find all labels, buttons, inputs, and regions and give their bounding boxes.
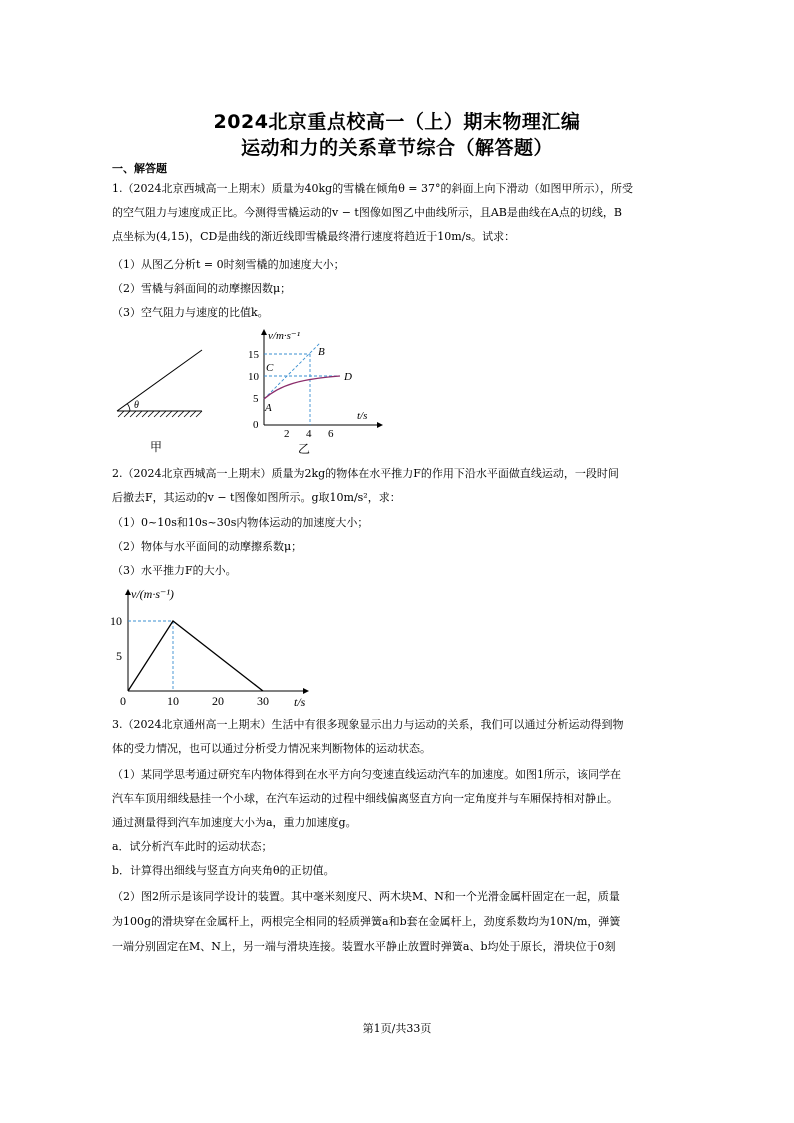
point-label-a: A: [265, 402, 272, 414]
figure-yi-caption: 乙: [298, 442, 311, 456]
x-tick-label: 6: [328, 428, 334, 440]
q3-line: 为100g的滑块穿在金属杆上，两根完全相同的轻质弹簧a和b套在金属杆上，劲度系数均为10N/m，弹簧: [112, 915, 621, 928]
q2-line: 2.（2024北京西城高一上期末）质量为2kg的物体在水平推力F的作用下沿水平面做直线运动，一段时间: [112, 467, 619, 480]
q1-sub2: （2）雪橇与斜面间的动摩擦因数μ；: [112, 282, 292, 295]
point-label-d: D: [344, 371, 352, 383]
q1-sub3: （3）空气阻力与速度的比值k。: [112, 306, 269, 319]
y-axis-label: v/(m·s⁻¹): [131, 587, 174, 601]
velocity-series-line: [128, 621, 263, 691]
figure-jia-incline: [112, 345, 222, 455]
q2-line: 后撤去F，其运动的v − t图像如图所示。g取10m/s²，求：: [112, 491, 401, 504]
q3-line: 一端分别固定在M、N上，另一端与滑块连接。装置水平静止放置时弹簧a、b均处于原长，滑块位于0刻: [112, 940, 616, 953]
x-tick-label: 2: [284, 428, 290, 440]
q1-line: 的空气阻力与速度成正比。今测得雪橇运动的v − t图像如图乙中曲线所示，且AB是曲线在A点的切线，B: [112, 206, 622, 219]
page-footer: 第1页/共33页: [362, 1022, 432, 1035]
q1-line: 点坐标为(4,15)，CD是曲线的渐近线即雪橇最终滑行速度将趋近于10m/s。试求：: [112, 230, 516, 243]
document-subtitle: 运动和力的关系章节综合（解答题）: [240, 137, 553, 159]
x-tick-label: 4: [306, 428, 312, 440]
x-tick-label: 0: [120, 694, 126, 708]
q3-line: （1）某同学思考通过研究车内物体得到在水平方向匀变速直线运动汽车的加速度。如图1所示，该同学在: [112, 768, 621, 781]
y-tick-label: 5: [116, 649, 122, 663]
y-tick-label: 15: [248, 349, 259, 361]
q2-vt-chart: [108, 585, 323, 713]
x-axis-label: t/s: [357, 410, 368, 422]
section-heading: 一、解答题: [112, 162, 167, 175]
q3-line: 通过测量得到汽车加速度大小为a，重力加速度g。: [112, 816, 357, 829]
angle-label: θ: [134, 400, 139, 411]
q3-line: b．计算得出细线与竖直方向夹角θ的正切值。: [112, 864, 335, 877]
q1-sub1: （1）从图乙分析t = 0时刻雪橇的加速度大小；: [112, 258, 345, 271]
y-tick-label: 10: [248, 371, 259, 383]
point-label-b: B: [318, 346, 325, 358]
figure-yi-vt-graph: [240, 325, 390, 460]
q3-line: 汽车车顶用细线悬挂一个小球，在汽车运动的过程中细线偏离竖直方向一定角度并与车厢保持相对静止。: [112, 792, 618, 805]
angle-arc: [128, 404, 131, 411]
x-axis-label: t/s: [294, 695, 306, 709]
ground-hatching: [118, 411, 202, 417]
document-title: 2024北京重点校高一（上）期末物理汇编: [213, 111, 581, 133]
q2-sub2: （2）物体与水平面间的动摩擦系数μ；: [112, 540, 303, 553]
figure-jia-caption: 甲: [150, 440, 163, 454]
x-tick-label: 30: [257, 694, 269, 708]
q1-line: 1.（2024北京西城高一上期末）质量为40kg的雪橇在倾角θ = 37°的斜面上向下滑动（如图甲所示），所受: [112, 182, 634, 195]
q3-line: 3.（2024北京通州高一上期末）生活中有很多现象显示出力与运动的关系，我们可以通过分析运动得到物: [112, 718, 624, 731]
y-axis-label: v/m·s⁻¹: [268, 330, 301, 342]
x-tick-label: 10: [167, 694, 179, 708]
y-tick-label: 10: [110, 614, 122, 628]
point-label-c: C: [266, 362, 274, 374]
q2-sub3: （3）水平推力F的大小。: [112, 564, 237, 577]
x-tick-label: 20: [212, 694, 224, 708]
incline-slope: [117, 350, 202, 411]
q2-sub1: （1）0~10s和10s~30s内物体运动的加速度大小；: [112, 516, 369, 529]
q3-line: a．试分析汽车此时的运动状态；: [112, 840, 273, 853]
q3-line: 体的受力情况，也可以通过分析受力情况来判断物体的运动状态。: [112, 742, 431, 755]
y-tick-label: 5: [253, 393, 259, 405]
q3-line: （2）图2所示是该同学设计的装置。其中毫米刻度尺、两木块M、N和一个光滑金属杆固定在一起，质量: [112, 890, 620, 903]
y-tick-label: 0: [253, 419, 259, 431]
